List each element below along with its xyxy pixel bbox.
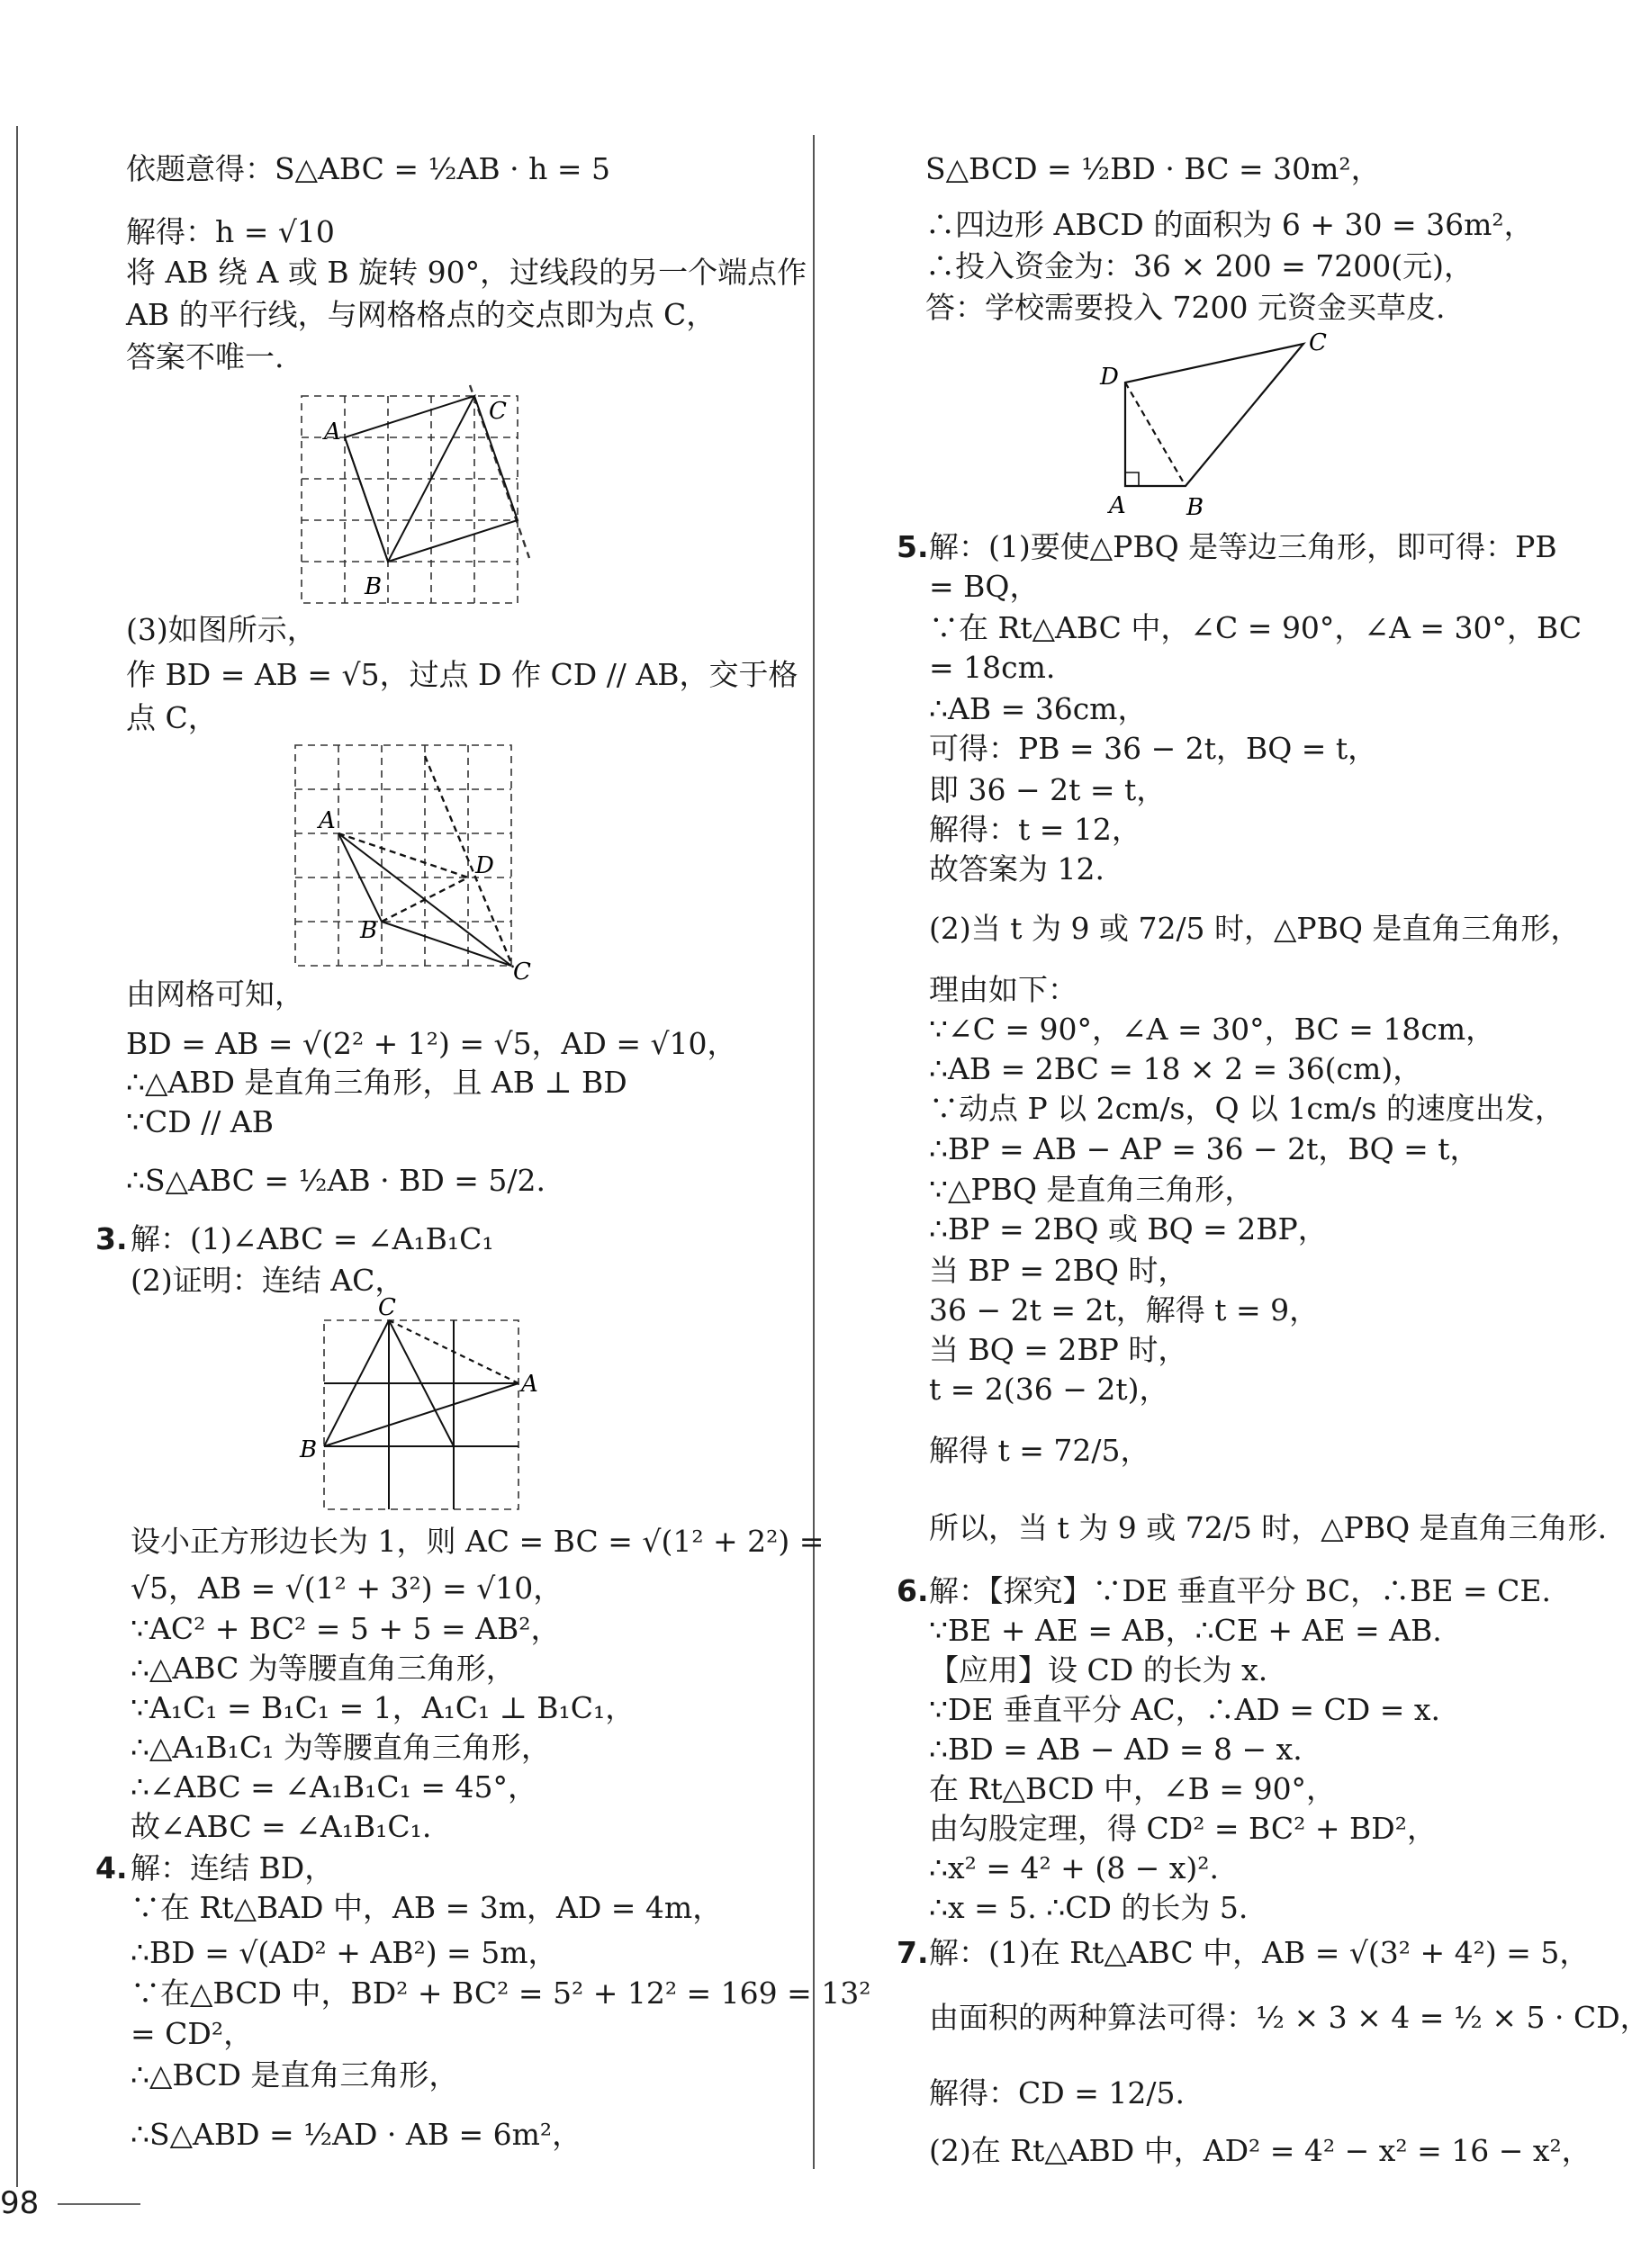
fig4-label-d: D bbox=[1100, 364, 1119, 391]
text-line: ∴△ABC 为等腰直角三角形， bbox=[131, 1651, 516, 1686]
text-line: ∴∠ABC = ∠A₁B₁C₁ = 45°， bbox=[131, 1769, 538, 1804]
text-line: ∴△ABD 是直角三角形，且 AB ⊥ BD bbox=[126, 1065, 627, 1100]
text-line: ∴S△ABC = ½AB · BD = 5/2. bbox=[126, 1163, 546, 1198]
text-line: 解：【探究】∵DE 垂直平分 BC，∴BE = CE. bbox=[929, 1573, 1551, 1608]
text-line: ∵CD // AB bbox=[126, 1104, 275, 1139]
text-line: 故答案为 12. bbox=[929, 851, 1105, 886]
figure-quadrilateral bbox=[1089, 328, 1377, 522]
text-line: 解得：h = √10 bbox=[126, 214, 335, 249]
text-line: S△BCD = ½BD · BC = 30m²， bbox=[925, 151, 1381, 186]
page-number: 98 bbox=[0, 2185, 40, 2221]
question-number: 3. bbox=[95, 1221, 128, 1256]
page-number-rule bbox=[58, 2203, 140, 2205]
text-line: 由面积的两种算法可得：½ × 3 × 4 = ½ × 5 · CD， bbox=[929, 2000, 1650, 2035]
fig2-label-c: C bbox=[513, 958, 531, 986]
fig3-label-a: A bbox=[521, 1371, 538, 1398]
figure-grid-1 bbox=[297, 378, 558, 612]
text-line: 作 BD = AB = √5，过点 D 作 CD // AB，交于格 bbox=[126, 657, 798, 692]
fig2-label-a: A bbox=[319, 807, 336, 834]
figure-grid-2 bbox=[288, 738, 549, 986]
text-line: t = 2(36 − 2t)， bbox=[929, 1372, 1169, 1407]
text-line: AB 的平行线，与网格格点的交点即为点 C， bbox=[126, 297, 717, 332]
text-line: 点 C， bbox=[126, 700, 218, 735]
text-line: ∵在 Rt△ABC 中，∠C = 90°，∠A = 30°，BC bbox=[929, 610, 1582, 645]
left-margin-rule bbox=[16, 126, 18, 2187]
fig4-label-a: A bbox=[1109, 492, 1126, 519]
text-line: 36 − 2t = 2t，解得 t = 9， bbox=[929, 1292, 1320, 1328]
fig3-label-c: C bbox=[378, 1294, 396, 1321]
text-line: 由勾股定理，得 CD² = BC² + BD²， bbox=[929, 1811, 1437, 1846]
text-line: ∵AC² + BC² = 5 + 5 = AB²， bbox=[131, 1611, 561, 1646]
text-line: ∴S△ABD = ½AD · AB = 6m²， bbox=[131, 2117, 582, 2152]
text-line: 理由如下： bbox=[929, 972, 1077, 1007]
text-line: 当 BP = 2BQ 时， bbox=[929, 1253, 1188, 1288]
text-line: ∴BP = AB − AP = 36 − 2t，BQ = t， bbox=[929, 1131, 1480, 1166]
text-line: 所以，当 t 为 9 或 72/5 时，△PBQ 是直角三角形. bbox=[929, 1510, 1608, 1545]
text-line: ∴BD = √(AD² + AB²) = 5m， bbox=[131, 1935, 558, 1970]
text-line: (2)证明：连结 AC， bbox=[131, 1263, 405, 1298]
question-number: 6. bbox=[897, 1573, 929, 1608]
text-line: = BQ， bbox=[929, 569, 1040, 604]
text-line: ∴BD = AB − AD = 8 − x. bbox=[929, 1732, 1303, 1767]
text-line: ∴x² = 4² + (8 − x)². bbox=[929, 1850, 1220, 1886]
text-line: ∴投入资金为：36 × 200 = 7200(元)， bbox=[925, 248, 1474, 284]
text-line: = CD²， bbox=[131, 2016, 254, 2051]
text-line: 在 Rt△BCD 中，∠B = 90°， bbox=[929, 1771, 1337, 1806]
text-line: ∴四边形 ABCD 的面积为 6 + 30 = 36m²， bbox=[925, 207, 1534, 242]
text-line: 解得：CD = 12/5. bbox=[929, 2075, 1185, 2110]
text-line: 即 36 − 2t = t， bbox=[929, 772, 1167, 807]
text-line: 答案不唯一. bbox=[126, 339, 284, 374]
fig4-label-b: B bbox=[1186, 494, 1204, 521]
text-line: 可得：PB = 36 − 2t，BQ = t， bbox=[929, 731, 1378, 766]
text-line: 解得：t = 12， bbox=[929, 812, 1141, 847]
text-line: ∴AB = 36cm， bbox=[929, 691, 1148, 726]
text-line: ∴BP = 2BQ 或 BQ = 2BP， bbox=[929, 1211, 1328, 1246]
text-line: 解得 t = 72/5， bbox=[929, 1433, 1150, 1468]
text-line: ∵BE + AE = AB，∴CE + AE = AB. bbox=[929, 1613, 1442, 1648]
text-line: ∵在△BCD 中，BD² + BC² = 5² + 12² = 169 = 13² bbox=[131, 1976, 871, 2011]
text-line: 当 BQ = 2BP 时， bbox=[929, 1332, 1188, 1367]
text-line: √5，AB = √(1² + 3²) = √10， bbox=[131, 1570, 564, 1606]
fig1-label-b: B bbox=[365, 573, 383, 600]
question-number: 5. bbox=[897, 529, 929, 564]
text-line: 解：连结 BD， bbox=[131, 1850, 335, 1886]
text-line: = 18cm. bbox=[929, 650, 1056, 685]
text-line: ∵△PBQ 是直角三角形， bbox=[929, 1172, 1255, 1207]
text-line: 【应用】设 CD 的长为 x. bbox=[929, 1652, 1268, 1688]
text-line: 故∠ABC = ∠A₁B₁C₁. bbox=[131, 1809, 432, 1844]
text-line: ∵A₁C₁ = B₁C₁ = 1，A₁C₁ ⊥ B₁C₁， bbox=[131, 1690, 636, 1725]
text-line: (2)在 Rt△ABD 中，AD² = 4² − x² = 16 − x²， bbox=[929, 2133, 1591, 2168]
column-divider bbox=[813, 135, 815, 2169]
text-line: BD = AB = √(2² + 1²) = √5，AD = √10， bbox=[126, 1026, 737, 1061]
text-line: ∴△BCD 是直角三角形， bbox=[131, 2057, 459, 2092]
text-line: ∴AB = 2BC = 18 × 2 = 36(cm)， bbox=[929, 1051, 1423, 1086]
text-line: 解：(1)要使△PBQ 是等边三角形，即可得：PB bbox=[929, 529, 1557, 564]
text-line: ∴△A₁B₁C₁ 为等腰直角三角形， bbox=[131, 1730, 551, 1765]
text-line: 答：学校需要投入 7200 元资金买草皮. bbox=[925, 290, 1446, 325]
question-number: 4. bbox=[95, 1850, 128, 1886]
text-line: ∵∠C = 90°，∠A = 30°，BC = 18cm， bbox=[929, 1012, 1496, 1047]
text-line: 解：(1)在 Rt△ABC 中，AB = √(3² + 4²) = 5， bbox=[929, 1935, 1590, 1970]
fig4-label-c: C bbox=[1309, 329, 1327, 356]
figure-grid-3 bbox=[293, 1294, 538, 1516]
text-line: 依题意得：S△ABC = ½AB · h = 5 bbox=[126, 151, 610, 186]
text-line: (2)当 t 为 9 或 72/5 时，△PBQ 是直角三角形， bbox=[929, 911, 1581, 946]
text-line: 解：(1)∠ABC = ∠A₁B₁C₁ bbox=[131, 1221, 494, 1256]
text-line: ∵在 Rt△BAD 中，AB = 3m，AD = 4m， bbox=[131, 1890, 723, 1925]
fig3-label-b: B bbox=[300, 1436, 318, 1463]
fig2-label-d: D bbox=[475, 852, 494, 879]
text-line: 由网格可知， bbox=[126, 976, 304, 1012]
fig1-label-a: A bbox=[324, 418, 341, 446]
text-line: 设小正方形边长为 1，则 AC = BC = √(1² + 2²) = bbox=[131, 1524, 825, 1559]
question-number: 7. bbox=[897, 1935, 929, 1970]
text-line: ∵DE 垂直平分 AC，∴AD = CD = x. bbox=[929, 1692, 1440, 1727]
text-line: 将 AB 绕 A 或 B 旋转 90°，过线段的另一个端点作 bbox=[126, 255, 807, 290]
text-line: (3)如图所示， bbox=[126, 612, 317, 647]
text-line: ∴x = 5. ∴CD 的长为 5. bbox=[929, 1890, 1249, 1925]
fig1-label-c: C bbox=[489, 398, 507, 425]
fig2-label-b: B bbox=[360, 917, 378, 944]
text-line: ∵动点 P 以 2cm/s，Q 以 1cm/s 的速度出发， bbox=[929, 1091, 1564, 1126]
